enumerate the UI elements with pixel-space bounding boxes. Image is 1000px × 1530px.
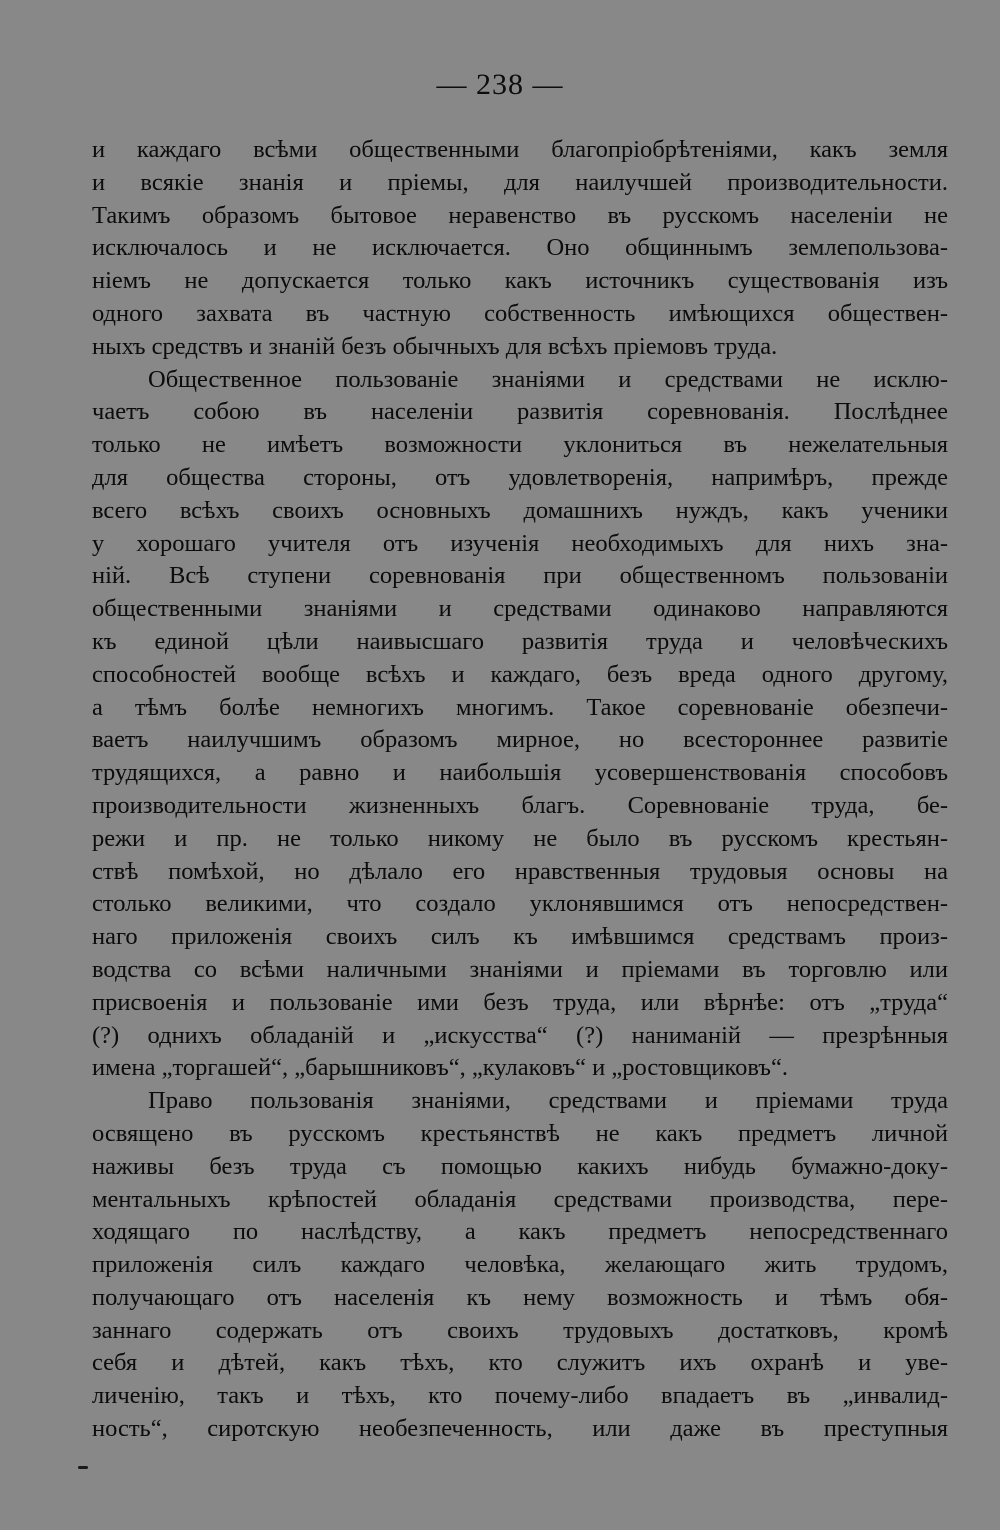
text-line: получающаго отъ населенія къ нему возможность и тѣмъ обя- [92,1283,948,1311]
text-line: заннаго содержать отъ своихъ трудовыхъ достатковъ, кромѣ [92,1316,948,1344]
text-line: имена „торгашей“, „барышниковъ“, „кулаковъ“ и „ростовщиковъ“. [92,1054,788,1082]
text-line: ныхъ средствъ и знаній безъ обычныхъ для всѣхъ пріемовъ труда. [92,332,778,360]
body-text [92,134,948,1446]
text-line: Право пользованія знаніями, средствами и пріемами труда [148,1087,948,1115]
text-line: столько великими, что создало уклонявшимся отъ непосредствен- [92,890,948,918]
text-line: у хорошаго учителя отъ изученія необходимыхъ для нихъ зна- [92,529,948,557]
text-line: всего всѣхъ своихъ основныхъ домашнихъ нуждъ, какъ ученики [92,496,948,524]
text-line: Такимъ образомъ бытовое неравенство въ русскомъ населеніи не [92,201,948,229]
text-line: личенію, такъ и тѣхъ, кто почему-либо впадаетъ въ „инвалид- [92,1382,948,1410]
text-line: ніемъ не допускается только какъ источникъ существованія изъ [92,267,948,295]
text-line: ментальныхъ крѣпостей обладанія средствами производства, пере- [92,1185,948,1213]
text-line: режи и пр. не только никому не было въ русскомъ крестьян- [92,824,948,852]
text-line: для общества стороны, отъ удовлетворенія, напримѣръ, прежде [92,463,948,491]
text-line: и каждаго всѣми общественными благопріобрѣтеніями, какъ земля [92,136,948,163]
text-line: Общественное пользованіе знаніями и средствами не исклю- [148,365,948,393]
text-line: способностей вообще всѣхъ и каждаго, безъ вреда одного другому, [92,660,948,688]
text-line: ствѣ помѣхой, но дѣлало его нравственныя трудовыя основы на [92,857,948,885]
text-line: (?) однихъ обладаній и „искусства“ (?) наниманій — презрѣнныя [92,1021,948,1049]
text-line: наго приложенія своихъ силъ къ имѣвшимся средствамъ произ- [92,923,948,951]
text-line: производительности жизненныхъ благъ. Соревнованіе труда, бе- [92,791,948,819]
text-line: себя и дѣтей, какъ тѣхъ, кто служитъ ихъ охранѣ и уве- [92,1349,948,1377]
text-line: приложенія силъ каждаго человѣка, желающаго жить трудомъ, [92,1251,948,1279]
text-line: наживы безъ труда съ помощью какихъ нибудь бумажно-доку- [92,1152,948,1180]
text-line: исключалось и не исключается. Оно общиннымъ землепользова- [92,234,948,262]
text-line: ходящаго по наслѣдству, а какъ предметъ непосредственнаго [92,1218,948,1246]
ink-speck [78,1466,88,1469]
page-number: — 238 — [436,68,564,101]
text-line: освящено въ русскомъ крестьянствѣ не какъ предметъ личной [92,1119,948,1147]
text-line: водства со всѣми наличными знаніями и пріемами въ торговлю или [92,955,948,983]
text-line: ность“, сиротскую необезпеченность, или даже въ преступныя [92,1415,948,1443]
text-line: только не имѣетъ возможности уклониться въ нежелательныя [92,431,948,459]
text-line: одного захвата въ частную собственность имѣющихся обществен- [92,299,948,327]
text-line: къ единой цѣли наивысшаго развитія труда и человѣческихъ [92,627,948,655]
text-line: ній. Всѣ ступени соревнованія при общественномъ пользованіи [92,562,948,590]
text-line: и всякіе знанія и пріемы, для наилучшей производительности. [92,168,948,196]
text-line: чаетъ собою въ населеніи развитія соревнованія. Послѣднее [92,398,948,426]
text-line: ваетъ наилучшимъ образомъ мирное, но всестороннее развитіе [92,726,948,754]
text-line: присвоенія и пользованіе ими безъ труда, или вѣрнѣе: отъ „труда“ [92,988,948,1016]
text-line: трудящихся, а равно и наибольшія усовершенствованія способовъ [92,759,948,787]
text-line: а тѣмъ болѣе немногихъ многимъ. Такое соревнованіе обезпечи- [92,693,948,721]
text-line: общественными знаніями и средствами одинаково направляются [92,595,948,623]
